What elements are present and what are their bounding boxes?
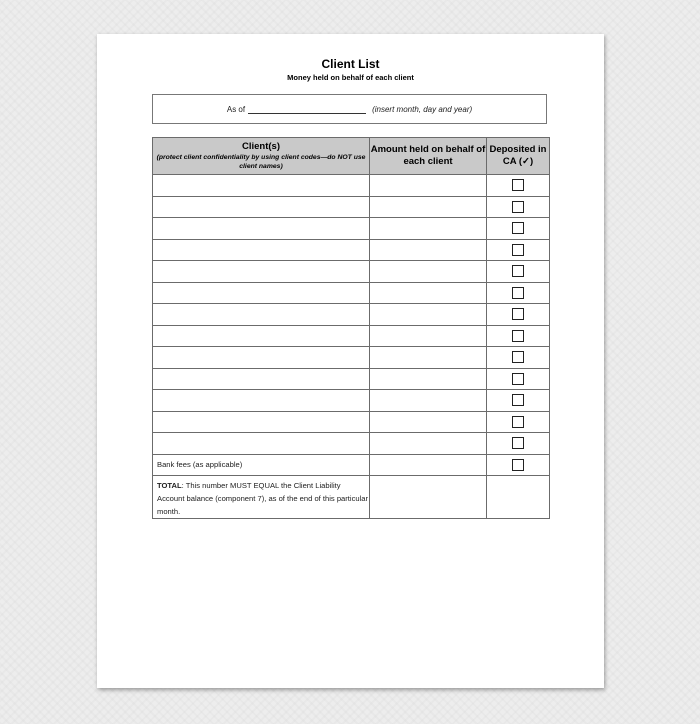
total-description [153,476,370,519]
amount-cell[interactable] [370,282,487,304]
amount-cell[interactable] [370,218,487,240]
table-row [153,390,550,412]
bank-fees-amount-cell[interactable] [370,454,487,476]
amount-cell[interactable] [370,325,487,347]
header-amount [370,138,487,175]
table-row [153,175,550,197]
page-title: Client List [321,57,380,71]
document-page [97,34,604,688]
amount-cell[interactable] [370,368,487,390]
table-row [153,411,550,433]
total-deposited-cell [487,476,550,519]
amount-cell[interactable] [370,304,487,326]
amount-cell[interactable] [370,175,487,197]
client-code-cell[interactable] [153,433,370,455]
deposited-checkbox[interactable] [512,265,524,277]
deposited-checkbox[interactable] [512,201,524,213]
client-code-cell[interactable] [153,196,370,218]
as-of-label: As of [226,104,246,114]
amount-cell[interactable] [370,433,487,455]
table-row [153,218,550,240]
client-code-cell[interactable] [153,368,370,390]
amount-cell[interactable] [370,411,487,433]
deposited-cell [487,282,550,304]
total-amount-cell[interactable] [370,476,487,519]
client-code-cell[interactable] [153,218,370,240]
client-code-cell[interactable] [153,390,370,412]
table-header-row [153,138,550,175]
table-row [153,196,550,218]
table-row [153,239,550,261]
header-amount-title: Amount held on behalf of each client [370,144,486,167]
header-clients-note: (protect client confidentiality by using client codes—do NOT use client names) [156,154,366,170]
deposited-checkbox[interactable] [512,244,524,256]
deposited-checkbox[interactable] [512,330,524,342]
client-code-cell[interactable] [153,261,370,283]
amount-cell[interactable] [370,390,487,412]
deposited-checkbox[interactable] [512,459,524,471]
table-row [153,282,550,304]
header-clients-title: Client(s) [242,141,280,152]
deposited-cell [487,411,550,433]
deposited-cell [487,175,550,197]
deposited-cell [487,368,550,390]
amount-cell[interactable] [370,239,487,261]
deposited-cell [487,261,550,283]
deposited-checkbox[interactable] [512,222,524,234]
deposited-checkbox[interactable] [512,394,524,406]
deposited-checkbox[interactable] [512,351,524,363]
table-row [153,325,550,347]
as-of-hint: (insert month, day and year) [372,104,473,114]
deposited-cell [487,304,550,326]
as-of-box [152,94,547,124]
client-table [152,137,550,519]
table-row [153,347,550,369]
amount-cell[interactable] [370,196,487,218]
deposited-cell [487,433,550,455]
deposited-cell [487,325,550,347]
client-code-cell[interactable] [153,239,370,261]
table-row [153,368,550,390]
table-row [153,261,550,283]
bank-fees-row [153,454,550,476]
client-code-cell[interactable] [153,304,370,326]
deposited-checkbox[interactable] [512,179,524,191]
page-subtitle: Money held on behalf of each client [287,73,414,82]
header-deposited [487,138,550,175]
client-code-cell[interactable] [153,282,370,304]
header-clients [153,138,370,175]
total-row [153,476,550,519]
deposited-cell [487,347,550,369]
deposited-cell [487,390,550,412]
as-of-date-field[interactable] [248,105,366,114]
deposited-checkbox[interactable] [512,416,524,428]
deposited-cell [487,196,550,218]
header-deposited-title: Deposited in CA (✓) [489,144,547,167]
client-code-cell[interactable] [153,325,370,347]
deposited-checkbox[interactable] [512,287,524,299]
bank-fees-label: Bank fees (as applicable) [153,454,370,476]
total-text: : This number MUST EQUAL the Client Liability Account balance (component 7), as of the end of this particular month. [157,481,369,516]
amount-cell[interactable] [370,347,487,369]
client-code-cell[interactable] [153,411,370,433]
client-code-cell[interactable] [153,347,370,369]
bank-fees-deposited-cell [487,454,550,476]
deposited-checkbox[interactable] [512,373,524,385]
table-row [153,433,550,455]
deposited-checkbox[interactable] [512,437,524,449]
deposited-cell [487,218,550,240]
deposited-cell [487,239,550,261]
client-code-cell[interactable] [153,175,370,197]
amount-cell[interactable] [370,261,487,283]
deposited-checkbox[interactable] [512,308,524,320]
total-label: TOTAL [157,481,182,490]
table-row [153,304,550,326]
